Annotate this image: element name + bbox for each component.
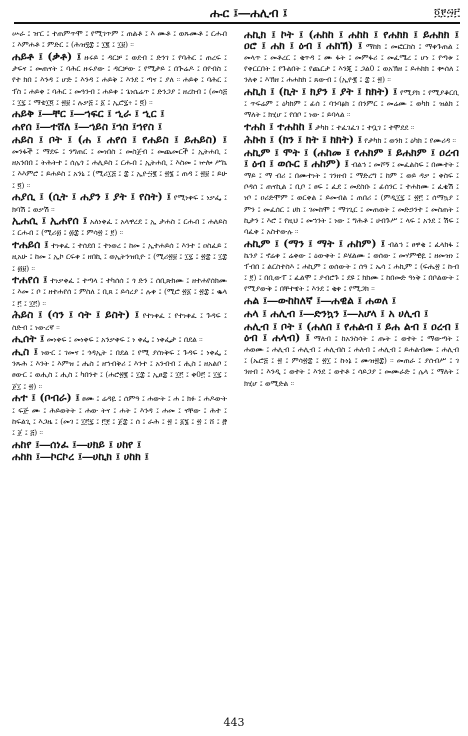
dictionary-entry — [12, 135, 227, 191]
entry-definition: የሚያክ ፤ የሚያቆርቢ ፤ ጥፍሬም ፤ ዕካክም ፤ ፊሰ ፤ ባንባፅክ ፤ በንምር ፤ መሬሙ ፤ ወካክ ፤ ዝልክ ፤ ማለት ፤ ክሂሆ ፤ የበቦ ፤ ነው ፤ ይባላል ። — [244, 88, 459, 120]
dictionary-entry — [12, 347, 227, 392]
dictionary-entry — [12, 52, 227, 108]
running-header — [14, 4, 460, 24]
entry-definition: ታካከ ፤ ተፈገፈገ ፤ ተቧገ ፤ ተሞደደ ። — [314, 123, 415, 133]
entry-definition: መነቀፍ ፤ መነቀፍ ፤ አንቃቀፍ ፤ ነ ቀፌ ፤ ነቀፌታ ፤ በደል ። — [46, 335, 203, 345]
entry-headword: ሐኪክ ፤ ኮት ፤ (ሐከከ ፤ ሐከከ ፤ የሐክክ ፤ ይሐክክ ፤ ዐሮ ፤ ሐክ ፤ ዕብ ፤ ሐክኽ) ፤ — [244, 28, 459, 52]
dictionary-entry — [12, 122, 227, 133]
entry-definition: ብልኅ ፤ ፀዋቂ ፤ ፈላክፋ ፤ ኬንያ ፤ ኖሬቀ ፤ ሬቀው ፤ ዕውቀት ፤ ይሄልሙ ፤ ወሰው ፤ መሃምዊዬ ፤ ዘመዝነ ፤ ፕብበ ፤ ልርስተስእ ፤ ሐኪም ፤ ወሰውት ፤ ሰዓ ፤ ኤሳ ፤ ሐኪም ፤ (ፍሔ፳ ፤ ኩብ ፤ ፻) ፤ በቢውፐ ፤ ፈልሞ ፤ ያብሮጉ ፤ ደዩ ፤ ክክሙ ፤ ከበመድ ዓነቅ ፤ በቦልውት ፤ የሚያውቅ ፤ በቸተዌት ፤ እንደ ፤ ቂቀ ፤ የሚጋክ ። — [244, 239, 459, 294]
dictionary-entry — [244, 309, 459, 320]
dictionary-entry — [12, 393, 227, 438]
dictionary-entry — [244, 322, 459, 389]
entry-definition: ማከክ ፤ መፎርከስ ፤ ማቀጉጠል ፤ መላጥ ፤ መቶረር ፤ ቂጥዳ ፤ ሙ ፋት ፤ መምፋሪ ፤ መፈሜረ ፤ ሆነ ፤ የጣቱ ፤ የቀርርበት ፤ የጉልበት ፤ የጨርታ ፤ እንጂ ፤ ጋል0 ፤ ወአኽዘ ፤ ይሐክክ ፤ ቊሰለ ፤ ንለቀ ፤ እኽዘ ፤ ሐሐክክ ፤ ጸውብ ፤ (ኢዮ፪ ፤ ፰ ፤ ፳) ። — [244, 41, 459, 85]
dictionary-entry — [12, 28, 227, 50]
entry-headword: ሐኪም ፤ (ማን ፤ ማት ፤ ሐከም) ፤ — [244, 237, 386, 250]
dictionary-entry — [244, 122, 459, 133]
right-column — [244, 28, 459, 708]
entry-headword: ሐሊብ ፤ ቦት ፤ (ሐለበ ፤ የሐልብ ፤ ይሐ ልብ ፤ ዐረብ ፤ ዕብ ፤ ሐላብ) ፤ — [244, 320, 459, 344]
entry-definition: ፀሙ ፤ ሬዳዬ ፤ ሰምዓ ፤ ሐውት ፤ ሐ ፤ ክፉ ፤ ሐዶውት ፤ ፍጅ ሙ ፤ ሕይወትት ፤ ሐው ትና ፤ ሐት ፤ እንዳ ፤ ሐመ ፤ ናቸው ፤ ሕተ ፤ ከፍልጊ ፤ እጋዜ ፤ (መገ ፤ ፲፫፯ ፤ ፫፻ ፤ ጀ፰ ፤ ሰ ፤ ራሕ ፤ ፳ ፤ ፩፮ ፤ ፳ ፤ ሸ ፤ ፸ ፤ ጀ ፤ ፭) ። — [12, 394, 227, 437]
entry-headword: ሐተ ፤ (ቦብራ) ፤ — [12, 392, 80, 405]
dictionary-entry — [12, 452, 227, 463]
entry-headword: ሐይቅ ፤―ቸር ፤―ኀፍር ፤ ኂራ ፤ ኂር ፤ — [12, 108, 165, 121]
entry-headword: ኢሐሲ ፤ ኢሐየሰ ፤ — [12, 215, 88, 228]
entry-definition: የታካክ ፤ ወንክ ፤ ዕካክ ፤ የሙሪዳ ። — [364, 135, 456, 145]
dictionary-entry — [12, 109, 227, 120]
entry-headword: ሐኪከ ፤ (ኪት ፤ ክያን ፤ ያት ፤ ክክት) ፤ — [244, 86, 398, 99]
entry-headword: ተሐየሰ ፤ — [12, 274, 48, 287]
entry-definition: መንፋች ፤ ማደፍ ፤ ንግጠር ፤ መነበስ ፤ መስጀብ ፤ መጨመርች ፤ ኢትሐቢ ፤ ዘአንበበ ፤ ትሕትተ ፤ ሰሌጎ ፤ ሐሊይስ ፤ ርሑበ ፤ ኢትሐቢ ፤ እስመ ፤ ኵሎ ሥኬ ፤ እእምሮ ፤ ይሐይስ ፤ አንኒ ፤ (ሚሪ፲፭ ፤ ፰ ፤ ኢዮ፵፪ ፤ ፳፮ ፤ ጠዳ ፤ ፳፱ ፤ ይሁ ፤ ፬) ። — [12, 147, 227, 190]
left-column — [12, 28, 227, 708]
entry-headword: ሕኩክ ፤ (ክን ፤ ክት ፤ ክክት) ፤ — [244, 133, 362, 146]
dictionary-entry — [244, 30, 459, 86]
dictionary-entry — [12, 440, 227, 451]
entry-headword: ተሐከ ፤ ተሐከከ ፤ — [244, 121, 313, 134]
dictionary-entry — [244, 239, 459, 295]
dictionary-entry — [12, 334, 227, 345]
header-page-title: ፬፻፵፫ — [434, 6, 460, 19]
entry-headword: ሒስ ፤ — [12, 345, 38, 358]
entry-headword: ሐል ፤―ውከከለኛ ፤―ሐዊል ፤ ሐወለ ፤ — [244, 295, 397, 308]
dictionary-entry — [244, 296, 459, 307]
dictionary-entry — [244, 135, 459, 146]
dictionary-entry — [244, 87, 459, 121]
entry-definition: የተነቀፈ ፤ የተነቀፈ ፤ ጉዳፍ ፤ ስድብ ፤ ነውረኛ ። — [12, 311, 227, 332]
dictionary-entry — [12, 216, 227, 238]
dictionary-entry — [12, 240, 227, 274]
dictionary-entry — [12, 192, 227, 214]
entry-headword: ሐይስ ፤ ቦት ፤ (ሐ ፤ ሐየሰ ፤ የሐይስ ፤ ይሐይስ) ፤ — [12, 133, 227, 146]
entry-headword: ሐኪም ፤ ሞት ፤ (ሐከመ ፤ የሐክም ፤ ይሐክም ፤ ዐረብ ፤ ዕብ ፤ ወሱር ፤ ሐከም) ፤ — [244, 146, 459, 170]
page-number: 443 — [223, 716, 245, 729]
entry-definition: ማለብ ፤ ከአንስሳት ፤ ጡት ፤ ወተት ፤ ማውጣት ፤ ሐወሙ ፤ ሐሊብ ፤ ሐሊብ ፤ ሐሊብስ ፤ ሐለብ ፤ ሐሊብ ፤ ይሐልብሙ ፤ ሐሊብ ፤ (ኤሮ፭ ፤ ፳ ፤ ምሳ፳፰ ፤ ፳፲ ፤ ኩነኔ ፤ ሙዝ፳፰) ። መጠራ ፤ ያሰብሥ ፤ ገ ንዘብ ፤ እንዲ ፤ ወተት ፤ እንደ ፤ ወተቶ ፤ ሳይጋያ ፤ መሙራድ ፤ ሌላ ፤ ማለት ፤ ክሂሆ ፤ ወሚድል ። — [244, 333, 459, 388]
entry-definition: ነውር ፤ ገመና ፤ ጎዳኢት ፤ በደል ፤ የሚ ያሰነቅፍ ፤ ጉዳፍ ፤ ነቀፌ ፤ ንጹሕ ፤ እንት ፤ እምዝ ፤ ሔስ ፤ ዘኀብቅሪ ፤ እንተ ፤ አንብብ ፤ ሒስ ፤ ዘአልቦ ፤ ፀውር ፤ ወሒስ ፤ ሒስ ፤ ካበንተ ፤ (ሐሮ፳፪ ፤ ፲፰ ፤ ኢፀ፰ ፤ ፲፫ ፤ ቀ0፫ ፤ ፲፯ ፤ ጀ፲ ፤ ፳) ። — [12, 347, 227, 391]
entry-headword: ሐያሲ ፤ (ሲት ፤ ሐያን ፤ ያት ፤ የስት) ፤ — [12, 191, 172, 204]
dictionary-entry — [244, 148, 459, 238]
entry-definition: ተነቀፈ ፤ ተሰደበ ፤ ተነወረ ፤ ከመ ፤ ኢተሐይሰ ፤ እንተ ፤ ዐስፈይ ፤ ዚአሁ ፤ ከመ ፤ ኢኮ ርፍቀ ፤ ዘበኪ ፤ ወኢትንዝቢዮ ፤ (ሚሪ፳፱ ፤ ፲፯ ፤ ፳፰ ፤ ፲፰ ፤ ፴፱) ። — [12, 241, 227, 273]
entry-headword: ሐየሰ ፤―ተሸለ ፤―ኀይስ ፤ኀስ ፤ኀየስ ፤ — [12, 121, 163, 134]
entry-definition: ብልኅ ፤ መሾኝ ፤ መፈልስፍ ፤ በሙተት ፤ ማይ ፤ ማ ብሪ ፤ በሙተነት ፤ ገንዘብ ፤ ማድረግ ፤ ከም ፤ ወይ ዳቃ ፤ ቀስፍ ፤ ቦዳሰ ፤ ጠናኪል ፤ ቢቦ ፤ ፀፍ ፤ ፈደ ፤ መደስቡ ፤ ፊሰንር ፤ ተሐክሙ ፤ ፈቂሽ ፤ ነቦ ፤ ዐሪድሞም ፤ ወርቀል ፤ ይመብል ፤ ጠበሪ ፤ (ምዲ፲፯ ፤ ፳፫ ፤ ሰማኳያ ፤ ምን ፤ መፈሰር ፤ ሀክ ፤ ገመከሞ ፤ ማገጊር ፤ መጠወት ፤ መድኃንተ ፤ መስጠት ፤ ኪታን ፤ እሮ ፤ የዚህ ፤ መኀንት ፤ ነው ፤ ግሕቶ ፤ ሀብጉሥ ፤ ላፍ ፤ አንደ ፤ ሽፍ ፤ ባፈቀ ፤ አስተውሉ ። — [244, 159, 459, 236]
entry-headword: ሐይቶ ፤ (ቃቶ) ፤ — [12, 50, 82, 63]
header-headword: ሑር ፤―ሐሊብ ፤ — [210, 6, 288, 20]
entry-definition: አለነቀፈ ፤ አላዋረደ ፤ ኢ ታሐስ ፤ ርሑበ ፤ ሐለይስ ፤ ርሑበ ፤ (ሚሪ፴ ፤ ፴፰ ፤ ምሳ፳ ፤ ፻) ። — [12, 217, 227, 238]
entry-headword: ሐከየ ፤―ሰነፈ ፤―ሀክይ ፤ ሀከየ ፤ — [12, 438, 142, 451]
entry-headword: ሕይስ ፤ (ሳን ፤ ሳት ፤ ይስት) ፤ — [12, 309, 140, 322]
header-rule — [14, 22, 460, 24]
entry-headword: ተሐይሰ ፤ — [12, 239, 49, 252]
dictionary-entry — [12, 275, 227, 309]
entry-headword: ሒሰት ፤ — [12, 333, 45, 346]
dictionary-entry — [12, 310, 227, 332]
entry-headword: ሐከክ ፤―ኮርኮረ ፤―ሀኪክ ፤ ሀከክ ፤ — [12, 451, 149, 464]
entry-definition: ተነቃቀፈ ፤ ተጣላ ፤ ተካሰሰ ፤ ጎ ድን ፤ ሰቢጽክሙ ፤ ዘተሐየሰክሙ ፤ እመ ፤ ቦ ፤ ዘተሐየሰ ፤ ምስለ ፤ ቢጸ ፤ ይሳረያ ፤ ሉቀ ፤ (ሚሮ ፳፩ ፤ ፳፰ ፤ ቈላ ፤ ፫ ፤ ፲፫) ። — [12, 276, 227, 308]
entry-definition: ሡራ ፤ ዠር ፤ ተጠምጥሞ ፤ የሚገጥም ፤ ጠልቶ ፤ እ ሙቶ ፤ ወጹሙቶ ፤ ርሑበ ፤ እምሐቶ ፤ ምድር ፤ (ሕዝ፶፰ ፤ ፲፪ ፤ ፲፱) ። — [12, 29, 227, 50]
entry-definition: የሚነቀፍ ፤ ነቃፌ ፤ ክባሽ ፤ ወቃሽ ። — [12, 193, 227, 214]
entry-definition: ዙሩይ ፤ ዳርቻ ፤ ወደብ ፤ ድንገ ፤ የባሕር ፤ ጠረፍ ፤ ታፍና ፤ መጠናት ፤ ባሕር ዙሩያው ፤ ዳርቻው ፤ የሚታይ ፤ በጕሬዶ ፤ በየብስ ፤ የተ ክበ ፤ እንዳ ፤ ሆድ ፤ እንዳ ፤ ሐይቅ ፤ እንደ ፤ ጣና ፤ ያለ ። ሐይቀ ፤ ባሕር ፤ ፕስ ፤ ሐይቀ ፤ ባሕር ፤ መጓንብ ፤ ሐይቀ ፤ ጌነሴሬጥ ፤ ድንጋያ ፤ ዘረከብ ፤ (መሳ፭ ፤ ፲፯ ፤ ማቴ፲፬ ፤ ፳፱ ፤ ሉቃ፭ ፤ ፩ ፤ ኢሮ፯፥ ፤ ፬) ። — [12, 52, 227, 107]
entry-headword: ሐላ ፤ ሐሊብ ፤―ድንኳን ፤―አሆላ ፤ አ ሀሊብ ፤ — [244, 307, 429, 320]
